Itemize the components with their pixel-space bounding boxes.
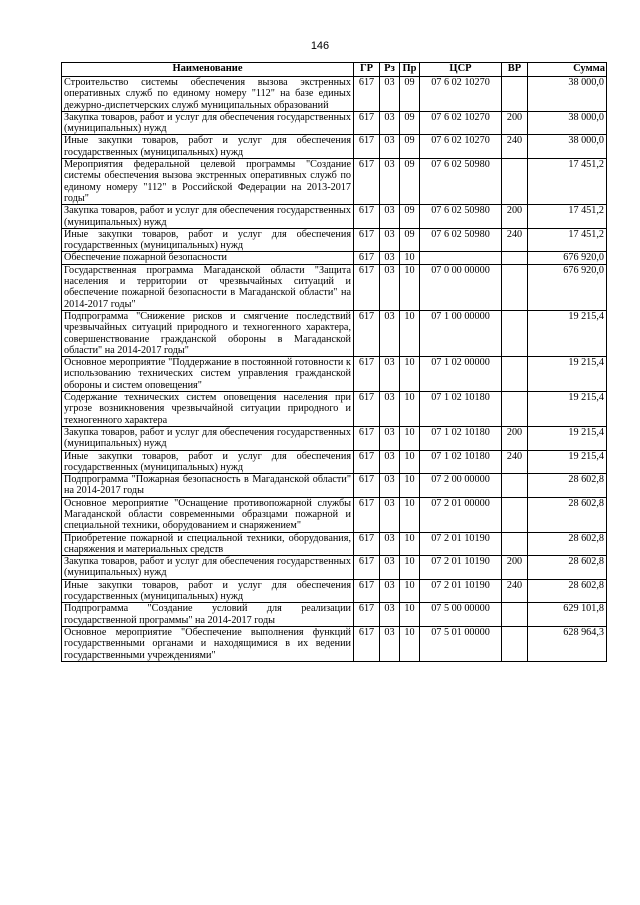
cell-sum: 19 215,4	[528, 450, 607, 474]
cell-sum: 19 215,4	[528, 426, 607, 450]
cell-vr	[502, 310, 528, 356]
cell-name: Подпрограмма "Создание условий для реализации государственной программы" на 2014-2017 годы	[62, 603, 354, 627]
cell-rz: 03	[380, 603, 400, 627]
cell-vr: 240	[502, 579, 528, 603]
table-row	[62, 497, 607, 532]
table-row	[62, 579, 607, 603]
table-row	[62, 392, 607, 427]
cell-sum: 17 451,2	[528, 228, 607, 252]
cell-pr: 10	[400, 603, 420, 627]
cell-pr: 10	[400, 579, 420, 603]
cell-rz: 03	[380, 228, 400, 252]
cell-name: Иные закупки товаров, работ и услуг для обеспечения государственных (муниципальных) нужд	[62, 450, 354, 474]
table-row	[62, 556, 607, 580]
cell-csr: 07 2 01 10190	[420, 532, 502, 556]
cell-csr: 07 0 00 00000	[420, 264, 502, 310]
cell-sum: 38 000,0	[528, 135, 607, 159]
cell-pr: 09	[400, 159, 420, 205]
cell-rz: 03	[380, 392, 400, 427]
cell-gr: 617	[354, 579, 380, 603]
cell-sum: 38 000,0	[528, 77, 607, 112]
cell-vr	[502, 603, 528, 627]
cell-vr	[502, 392, 528, 427]
cell-vr	[502, 159, 528, 205]
cell-rz: 03	[380, 556, 400, 580]
cell-gr: 617	[354, 159, 380, 205]
cell-name: Государственная программа Магаданской области "Защита населения и территории от чрезвычайных ситуаций и обеспечение пожарной безопасности в Магаданской области" на 2014-2017 годы"	[62, 264, 354, 310]
cell-gr: 617	[354, 532, 380, 556]
cell-sum: 38 000,0	[528, 111, 607, 135]
cell-gr: 617	[354, 264, 380, 310]
cell-csr: 07 6 02 10270	[420, 111, 502, 135]
cell-name: Закупка товаров, работ и услуг для обеспечения государственных (муниципальных) нужд	[62, 205, 354, 229]
cell-sum: 19 215,4	[528, 392, 607, 427]
cell-rz: 03	[380, 426, 400, 450]
cell-sum: 19 215,4	[528, 310, 607, 356]
cell-csr	[420, 252, 502, 264]
cell-vr	[502, 626, 528, 661]
table-row	[62, 532, 607, 556]
cell-gr: 617	[354, 603, 380, 627]
cell-rz: 03	[380, 111, 400, 135]
cell-pr: 09	[400, 228, 420, 252]
header-rz: Рз	[380, 63, 400, 77]
header-pr: Пр	[400, 63, 420, 77]
table-body	[62, 77, 607, 662]
cell-name: Иные закупки товаров, работ и услуг для обеспечения государственных (муниципальных) нужд	[62, 579, 354, 603]
cell-gr: 617	[354, 497, 380, 532]
cell-vr: 200	[502, 111, 528, 135]
cell-sum: 629 101,8	[528, 603, 607, 627]
cell-pr: 10	[400, 252, 420, 264]
cell-name: Строительство системы обеспечения вызова экстренных оперативных служб по единому номеру "112" на базе единых дежурно-диспетчерских служб муниципальных образований	[62, 77, 354, 112]
cell-sum: 19 215,4	[528, 357, 607, 392]
cell-rz: 03	[380, 310, 400, 356]
cell-rz: 03	[380, 205, 400, 229]
cell-sum: 676 920,0	[528, 264, 607, 310]
header-csr: ЦСР	[420, 63, 502, 77]
cell-name: Содержание технических систем оповещения населения при угрозе возникновения чрезвычайной ситуации природного и техногенного характера	[62, 392, 354, 427]
cell-rz: 03	[380, 252, 400, 264]
cell-name: Закупка товаров, работ и услуг для обеспечения государственных (муниципальных) нужд	[62, 426, 354, 450]
cell-vr: 200	[502, 205, 528, 229]
cell-vr: 200	[502, 556, 528, 580]
cell-name: Приобретение пожарной и специальной техники, оборудования, снаряжения и материальных средств	[62, 532, 354, 556]
cell-gr: 617	[354, 474, 380, 498]
cell-sum: 17 451,2	[528, 159, 607, 205]
cell-csr: 07 1 02 10180	[420, 450, 502, 474]
cell-sum: 28 602,8	[528, 474, 607, 498]
cell-gr: 617	[354, 626, 380, 661]
cell-gr: 617	[354, 228, 380, 252]
cell-sum: 676 920,0	[528, 252, 607, 264]
table-row	[62, 310, 607, 356]
cell-pr: 09	[400, 135, 420, 159]
cell-gr: 617	[354, 357, 380, 392]
table-row	[62, 357, 607, 392]
cell-csr: 07 1 00 00000	[420, 310, 502, 356]
cell-gr: 617	[354, 111, 380, 135]
cell-name: Закупка товаров, работ и услуг для обеспечения государственных (муниципальных) нужд	[62, 556, 354, 580]
cell-rz: 03	[380, 77, 400, 112]
cell-csr: 07 6 02 50980	[420, 205, 502, 229]
cell-vr	[502, 474, 528, 498]
table-row	[62, 264, 607, 310]
cell-pr: 09	[400, 77, 420, 112]
cell-sum: 28 602,8	[528, 497, 607, 532]
cell-pr: 10	[400, 532, 420, 556]
cell-name: Иные закупки товаров, работ и услуг для обеспечения государственных (муниципальных) нужд	[62, 228, 354, 252]
cell-pr: 10	[400, 497, 420, 532]
table-row	[62, 159, 607, 205]
table-row	[62, 205, 607, 229]
cell-rz: 03	[380, 450, 400, 474]
cell-pr: 09	[400, 205, 420, 229]
cell-csr: 07 5 00 00000	[420, 603, 502, 627]
table-row	[62, 626, 607, 661]
cell-vr	[502, 497, 528, 532]
cell-csr: 07 2 01 10190	[420, 556, 502, 580]
cell-name: Основное мероприятие "Поддержание в постоянной готовности к использованию технических систем управления гражданской обороны и систем оповещения"	[62, 357, 354, 392]
cell-csr: 07 6 02 50980	[420, 228, 502, 252]
cell-vr	[502, 357, 528, 392]
cell-gr: 617	[354, 310, 380, 356]
table-row	[62, 426, 607, 450]
cell-rz: 03	[380, 159, 400, 205]
cell-vr: 240	[502, 450, 528, 474]
cell-pr: 10	[400, 474, 420, 498]
cell-csr: 07 2 01 10190	[420, 579, 502, 603]
cell-rz: 03	[380, 626, 400, 661]
cell-sum: 28 602,8	[528, 532, 607, 556]
cell-rz: 03	[380, 357, 400, 392]
cell-csr: 07 5 01 00000	[420, 626, 502, 661]
cell-rz: 03	[380, 497, 400, 532]
cell-csr: 07 6 02 10270	[420, 77, 502, 112]
table-row	[62, 252, 607, 264]
cell-sum: 28 602,8	[528, 556, 607, 580]
cell-vr	[502, 264, 528, 310]
cell-pr: 09	[400, 111, 420, 135]
cell-name: Закупка товаров, работ и услуг для обеспечения государственных (муниципальных) нужд	[62, 111, 354, 135]
cell-csr: 07 1 02 10180	[420, 392, 502, 427]
cell-pr: 10	[400, 556, 420, 580]
cell-vr	[502, 77, 528, 112]
cell-gr: 617	[354, 426, 380, 450]
cell-csr: 07 6 02 50980	[420, 159, 502, 205]
cell-gr: 617	[354, 252, 380, 264]
cell-gr: 617	[354, 450, 380, 474]
cell-pr: 10	[400, 626, 420, 661]
header-sum: Сумма	[528, 63, 607, 77]
page-number: 146	[310, 40, 330, 52]
cell-pr: 10	[400, 310, 420, 356]
cell-name: Иные закупки товаров, работ и услуг для обеспечения государственных (муниципальных) нужд	[62, 135, 354, 159]
cell-gr: 617	[354, 77, 380, 112]
cell-sum: 628 964,3	[528, 626, 607, 661]
cell-sum: 28 602,8	[528, 579, 607, 603]
cell-pr: 10	[400, 264, 420, 310]
cell-csr: 07 2 00 00000	[420, 474, 502, 498]
cell-sum: 17 451,2	[528, 205, 607, 229]
header-vr: ВР	[502, 63, 528, 77]
table-row	[62, 450, 607, 474]
cell-name: Обеспечение пожарной безопасности	[62, 252, 354, 264]
cell-vr: 200	[502, 426, 528, 450]
cell-name: Основное мероприятие "Оснащение противопожарной службы Магаданской области современными образцами пожарной и специальной техники, оборудованием и снаряжением"	[62, 497, 354, 532]
cell-name: Подпрограмма "Снижение рисков и смягчение последствий чрезвычайных ситуаций природного и техногенного характера, совершенствование гражданской обороны в Магаданской области" на 2014-2017 годы"	[62, 310, 354, 356]
cell-gr: 617	[354, 135, 380, 159]
cell-pr: 10	[400, 392, 420, 427]
cell-rz: 03	[380, 135, 400, 159]
cell-csr: 07 2 01 00000	[420, 497, 502, 532]
table-row	[62, 474, 607, 498]
cell-pr: 10	[400, 357, 420, 392]
header-name: Наименование	[62, 63, 354, 77]
cell-name: Подпрограмма "Пожарная безопасность в Магаданской области" на 2014-2017 годы	[62, 474, 354, 498]
cell-vr: 240	[502, 135, 528, 159]
cell-pr: 10	[400, 426, 420, 450]
table-row	[62, 77, 607, 112]
cell-pr: 10	[400, 450, 420, 474]
table-row	[62, 603, 607, 627]
table-row	[62, 111, 607, 135]
header-gr: ГР	[354, 63, 380, 77]
cell-rz: 03	[380, 579, 400, 603]
cell-gr: 617	[354, 556, 380, 580]
cell-rz: 03	[380, 264, 400, 310]
cell-csr: 07 6 02 10270	[420, 135, 502, 159]
cell-vr: 240	[502, 228, 528, 252]
cell-csr: 07 1 02 00000	[420, 357, 502, 392]
cell-gr: 617	[354, 392, 380, 427]
cell-vr	[502, 252, 528, 264]
table-row	[62, 135, 607, 159]
table-header-row	[62, 63, 607, 77]
cell-name: Мероприятия федеральной целевой программы "Создание системы обеспечения вызова экстренных оперативных служб по единому номеру "112" в Российской Федерации на 2013-2017 годы"	[62, 159, 354, 205]
cell-gr: 617	[354, 205, 380, 229]
cell-vr	[502, 532, 528, 556]
cell-rz: 03	[380, 474, 400, 498]
cell-csr: 07 1 02 10180	[420, 426, 502, 450]
cell-rz: 03	[380, 532, 400, 556]
table-row	[62, 228, 607, 252]
budget-table	[61, 62, 607, 662]
cell-name: Основное мероприятие "Обеспечение выполнения функций государственными органами и находящимися в их ведении государственными учреждениями"	[62, 626, 354, 661]
